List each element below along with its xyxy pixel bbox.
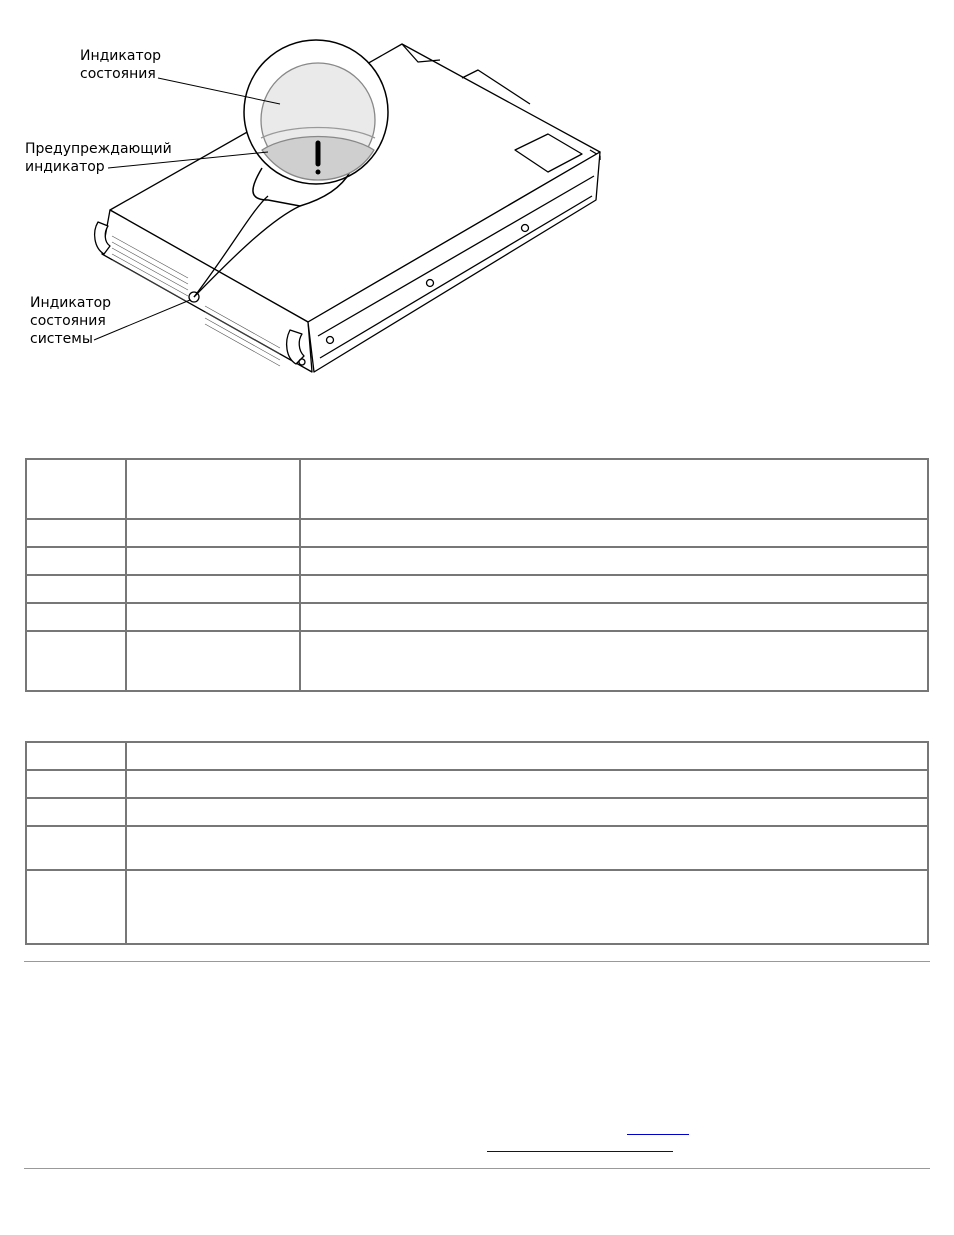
table-row bbox=[26, 631, 928, 691]
label-line: состояния bbox=[30, 313, 106, 329]
section-divider bbox=[24, 961, 930, 962]
table-cell bbox=[26, 603, 126, 631]
table-cell bbox=[26, 798, 126, 826]
table-cell bbox=[126, 519, 300, 547]
table-cell bbox=[126, 826, 928, 870]
table-cell bbox=[300, 631, 928, 691]
table-cell bbox=[26, 826, 126, 870]
table-cell bbox=[126, 798, 928, 826]
table-cell bbox=[126, 770, 928, 798]
label-line: Индикатор bbox=[80, 48, 162, 64]
label-line: системы bbox=[30, 331, 93, 347]
table-cell bbox=[126, 603, 300, 631]
table-cell bbox=[126, 459, 300, 519]
indicator-codes-table bbox=[25, 458, 929, 692]
system-status-indicator-label bbox=[30, 294, 111, 348]
table-cell bbox=[300, 603, 928, 631]
table-cell bbox=[26, 742, 126, 770]
label-line: Индикатор bbox=[30, 295, 112, 311]
footer-divider bbox=[24, 1168, 930, 1169]
table-cell bbox=[126, 631, 300, 691]
table-row bbox=[26, 798, 928, 826]
table-row bbox=[26, 603, 928, 631]
table-row bbox=[26, 575, 928, 603]
table-row bbox=[26, 870, 928, 944]
table-cell bbox=[126, 575, 300, 603]
table-cell bbox=[300, 575, 928, 603]
table-cell bbox=[126, 870, 928, 944]
status-indicator-label bbox=[80, 47, 161, 83]
warning-codes-table bbox=[25, 741, 929, 945]
footer-link[interactable] bbox=[487, 1151, 673, 1152]
table-row bbox=[26, 519, 928, 547]
table-cell bbox=[26, 770, 126, 798]
table-cell bbox=[26, 547, 126, 575]
footer-link[interactable] bbox=[627, 1134, 689, 1135]
table-cell bbox=[26, 519, 126, 547]
label-line: индикатор bbox=[25, 159, 105, 175]
table-row bbox=[26, 459, 928, 519]
table-cell bbox=[126, 742, 928, 770]
table-cell bbox=[26, 870, 126, 944]
table-cell bbox=[26, 459, 126, 519]
table-cell bbox=[300, 519, 928, 547]
label-line: Предупреждающий bbox=[25, 141, 172, 157]
table-row bbox=[26, 547, 928, 575]
table-cell bbox=[26, 631, 126, 691]
table-cell bbox=[300, 547, 928, 575]
table-cell bbox=[26, 575, 126, 603]
table-cell bbox=[300, 459, 928, 519]
table-row bbox=[26, 742, 928, 770]
table-row bbox=[26, 770, 928, 798]
warning-indicator-label bbox=[25, 140, 172, 176]
label-line: состояния bbox=[80, 66, 156, 82]
table-row bbox=[26, 826, 928, 870]
table-cell bbox=[126, 547, 300, 575]
